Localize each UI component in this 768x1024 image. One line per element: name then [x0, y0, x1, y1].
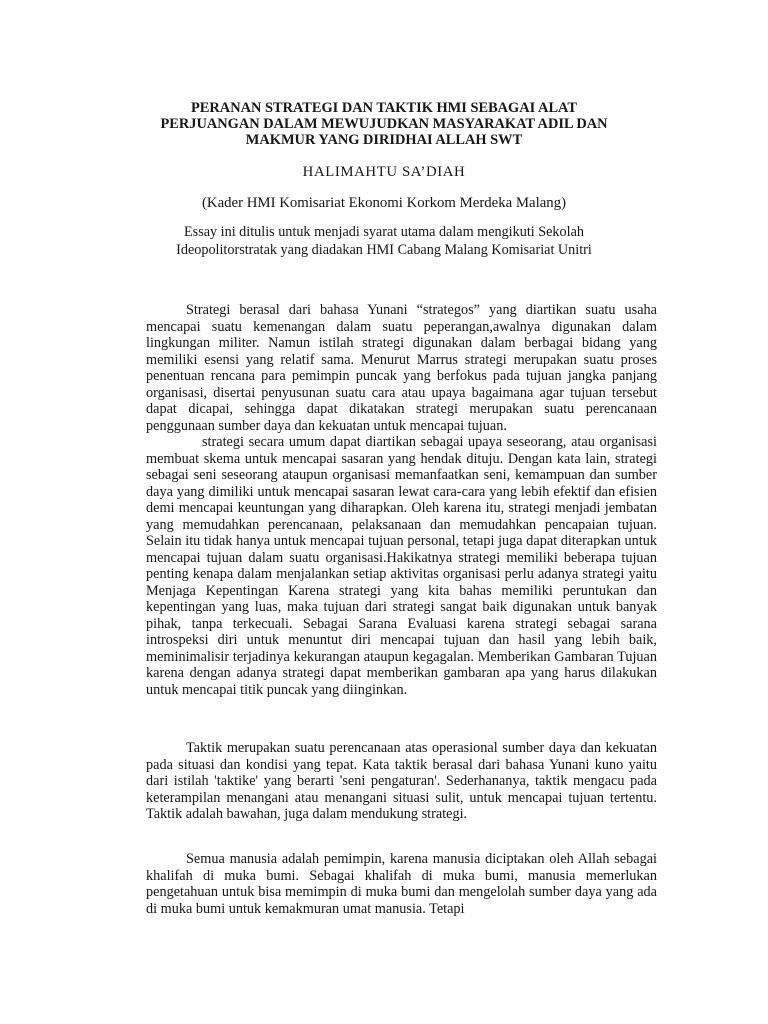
paragraph-strategi-part1 — [146, 302, 657, 434]
title-line: PERJUANGAN DALAM MEWUJUDKAN MASYARAKAT ADIL DAN — [160, 116, 608, 132]
essay-note — [120, 223, 648, 259]
note-line: Essay ini ditulis untuk menjadi syarat utama dalam mengikuti Sekolah — [184, 224, 584, 240]
paragraph-strategi — [146, 302, 657, 698]
paragraph-pemimpin — [146, 851, 657, 917]
author-name: HALIMAHTU SA’DIAH — [302, 164, 466, 180]
document-title — [150, 100, 618, 148]
paragraph-text: Taktik merupakan suatu perencanaan atas operasional sumber daya dan kekuatan pada situasi dan kondisi yang tepat. Kata taktik berasal dari bahasa Yunani kuno yaitu dari istilah 'taktike' yang berarti 'seni pengaturan'. Sederhananya, taktik mengacu pada keterampilan menangani atau menangani situasi sulit, untuk mencapai tujuan tertentu. Taktik adalah bawahan, juga dalam mendukung strategi. — [146, 740, 657, 822]
paragraph-strategi-part2 — [146, 434, 657, 698]
note-line: Ideopolitorstratak yang diadakan HMI Cabang Malang Komisariat Unitri — [176, 242, 592, 258]
paragraph-pemimpin-body — [146, 851, 657, 917]
paragraph-text: Strategi berasal dari bahasa Yunani “strategos” yang diartikan suatu usaha mencapai suatu kemenangan dalam suatu peperangan,awalnya digunakan dalam lingkungan militer. Namun istilah strategi digunakan dalam berbagai bidang yang memiliki esensi yang relatif sama. Menurut Marrus strategi merupakan suatu proses penentuan rencana para pemimpin puncak yang berfokus pada tujuan jangka panjang organisasi, disertai penyusunan suatu cara atau upaya bagaimana agar tujuan tersebut dapat dicapai, sehingga dapat dikatakan strategi merupakan suatu perencanaan penggunaan sumber daya dan kekuatan untuk mencapai tujuan. — [146, 302, 657, 434]
paragraph-text: strategi secara umum dapat diartikan sebagai upaya seseorang, atau organisasi membuat skema untuk mencapai sasaran yang hendak dituju. Dengan kata lain, strategi sebagai seni seseorang ataupun organisasi memanfaatkan seni, kemampuan dan sumber daya yang dimiliki untuk mencapai sasaran lewat cara-cara yang lebih efektif dan efisien demi mencapai keuntungan yang diharapkan. Oleh karena itu, strategi menjadi jembatan yang memudahkan perencanaan, pelaksanaan dan memudahkan pencapaian tujuan. Selain itu tidak hanya untuk mencapai tujuan personal, tetapi juga dapat diterapkan untuk mencapai tujuan dalam suatu organisasi.Hakikatnya strategi memiliki beberapa tujuan penting kenapa dalam menjalankan setiap aktivitas organisasi perlu adanya strategi yaitu Menjaga Kepentingan Karena strategi yang kita bahas memiliki peruntukan dan kepentingan yang luas, maka tujuan dari strategi sangat baik digunakan untuk banyak pihak, tanpa terkecuali. Sebagai Sarana Evaluasi karena strategi sebagai sarana introspeksi diri untuk menuntut diri mencapai tujuan dan hasil yang lebih baik, meminimalisir terjadinya kekurangan ataupun kegagalan. Memberikan Gambaran Tujuan karena dengan adanya strategi dapat memberikan gambaran apa yang harus dilakukan untuk mencapai titik puncak yang diinginkan. — [146, 434, 657, 698]
title-line: PERANAN STRATEGI DAN TAKTIK HMI SEBAGAI ALAT — [191, 100, 577, 116]
paragraph-text: Semua manusia adalah pemimpin, karena manusia diciptakan oleh Allah sebagai khalifah di muka bumi. Sebagai khalifah di muka bumi, manusia memerlukan pengetahuan untuk bisa memimpin di muka bumi dan mengelolah sumber daya yang ada di muka bumi untuk kemakmuran umat manusia. Tetapi — [146, 851, 657, 917]
title-line: MAKMUR YANG DIRIDHAI ALLAH SWT — [245, 132, 523, 148]
paragraph-taktik — [146, 740, 657, 823]
paragraph-taktik-body — [146, 740, 657, 823]
author-affiliation: (Kader HMI Komisariat Ekonomi Korkom Merdeka Malang) — [201, 195, 567, 211]
